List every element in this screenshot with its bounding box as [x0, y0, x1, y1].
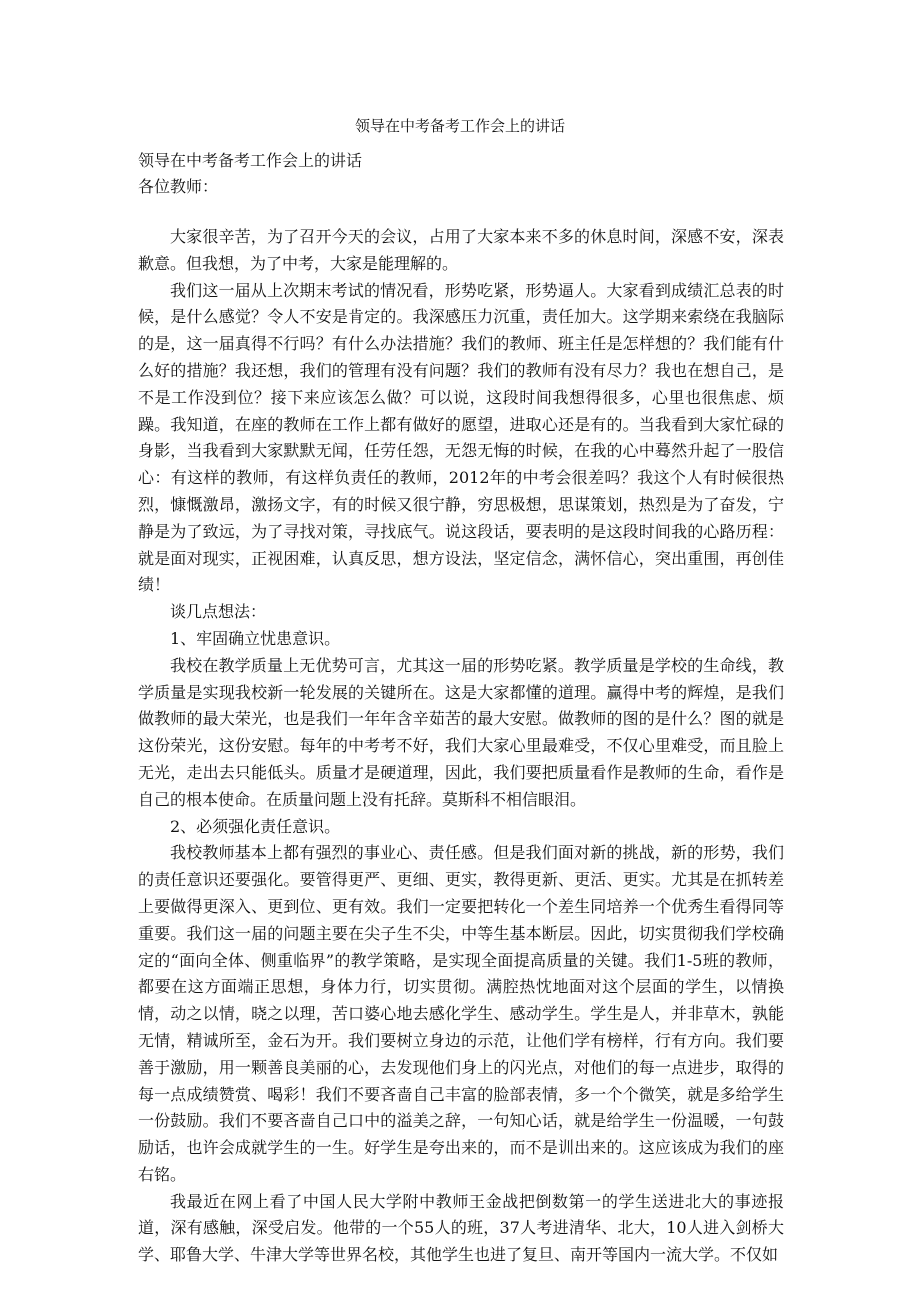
document-subtitle: 领导在中考备考工作会上的讲话	[138, 151, 363, 170]
salutation: 各位教师：	[138, 177, 219, 196]
paragraph: 我最近在网上看了中国人民大学附中教师王金战把倒数第一的学生送进北大的事迹报道，深有感触，深受启发。他带的一个55人的班，37人考进清华、北大，10人进入剑桥大学、耶鲁大学、牛津大学等世界名校，其他学生也进了复旦、南开等国内一流大学。不仅如	[138, 1191, 784, 1265]
paragraph: 谈几点想法：	[170, 602, 267, 622]
section-heading: 1、牢固确立忧患意识。	[170, 628, 341, 648]
paragraph: 大家很辛苦，为了召开今天的会议，占用了大家本来不多的休息时间，深感不安，深表歉意。但我想，为了中考，大家是能理解的。	[138, 227, 784, 273]
section-heading: 2、必须强化责任意识。	[170, 816, 341, 836]
paragraph: 我校教师基本上都有强烈的事业心、责任感。但是我们面对新的挑战，新的形势，我们的责任意识还要强化。要管得更严、更细、更实，教得更新、更活、更实。尤其是在抓转差上要做得更深入、更到位、更有效。我们一定要把转化一个差生同培养一个优秀生看得同等重要。我们这一届的问题主要在尖子生不尖，中等生基本断层。因此，切实贯彻我们学校确定的“面向全体、侧重临界”的教学策略，是实现全面提高质量的关键。我们1-5班的教师，都要在这方面端正思想，身体力行，切实贯彻。满腔热忱地面对这个层面的学生，以情换情，动之以情，晓之以理，苦口婆心地去感化学生、感动学生。学生是人，并非草木，孰能无情，精诚所至，金石为开。我们要树立身边的示范，让他们学有榜样，行有方向。我们要善于激励，用一颗善良美丽的心，去发现他们身上的闪光点，对他们的每一点进步，取得的每一点成绩赞赏、喝彩！我们不要吝啬自己丰富的脸部表情，多一个个微笑，就是多给学生一份鼓励。我们不要吝啬自己口中的溢美之辞，一句知心话，就是给学生一份温暖，一句鼓励话，也许会成就学生的一生。好学生是夸出来的，而不是训出来的。这应该成为我们的座右铭。	[138, 843, 784, 1184]
document-title: 领导在中考备考工作会上的讲话	[354, 117, 565, 135]
document-body	[138, 224, 784, 1269]
paragraph: 我校在教学质量上无优势可言，尤其这一届的形势吃紧。教学质量是学校的生命线，教学质量是实现我校新一轮发展的关键所在。这是大家都懂的道理。赢得中考的辉煌，是我们做教师的最大荣光，也是我们一年年含辛茹苦的最大安慰。做教师的图的是什么？图的就是这份荣光，这份安慰。每年的中考考不好，我们大家心里最难受，不仅心里难受，而且脸上无光，走出去只能低头。质量才是硬道理，因此，我们要把质量看作是教师的生命，看作是自己的根本使命。在质量问题上没有托辞。莫斯科不相信眼泪。	[138, 655, 784, 809]
paragraph: 我们这一届从上次期末考试的情况看，形势吃紧，形势逼人。大家看到成绩汇总表的时候，是什么感觉？令人不安是肯定的。我深感压力沉重，责任加大。这学期来索绕在我脑际的是，这一届真得不行吗？有什么办法措施？我们的教师、班主任是怎样想的？我们能有什么好的措施？我还想，我们的管理有没有问题？我们的教师有没有尽力？我也在想自己，是不是工作没到位？接下来应该怎么做？可以说，这段时间我想得很多，心里也很焦虑、烦躁。我知道，在座的教师在工作上都有做好的愿望，进取心还是有的。当我看到大家忙碌的身影，当我看到大家默默无闻，任劳任怨，无怨无悔的时候，在我的心中蓦然升起了一股信心：有这样的教师，有这样负责任的教师，2012年的中考会很差吗？我这个人有时候很热烈，慷慨激昂，激扬文字，有的时候又很宁静，穷思极想，思谋策划，热烈是为了奋发，宁静是为了致远，为了寻找对策，寻找底气。说这段话，要表明的是这段时间我的心路历程：就是面对现实，正视困难，认真反思，想方设法，坚定信念，满怀信心，突出重围，再创佳绩！	[138, 280, 784, 595]
